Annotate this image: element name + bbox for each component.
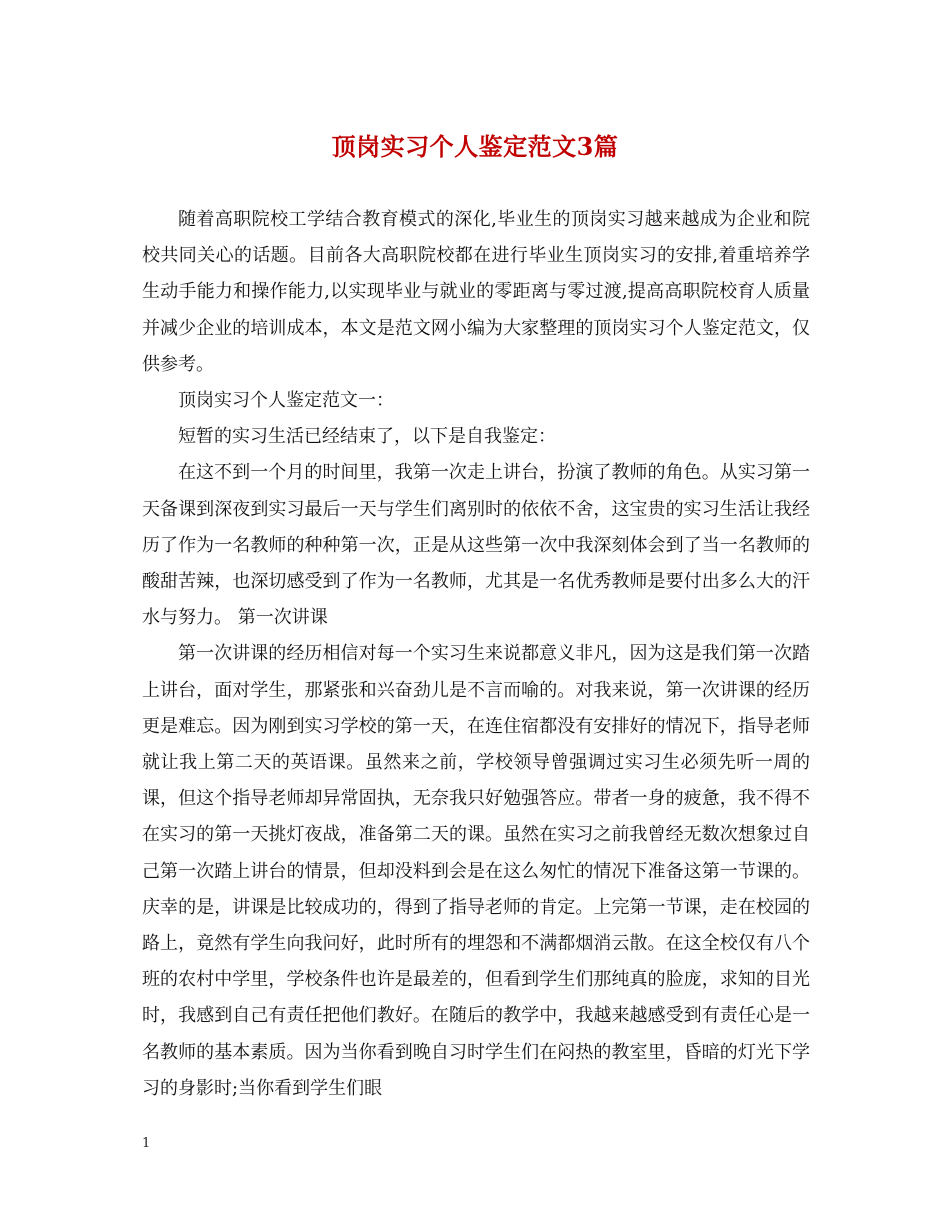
section-heading-1: 顶岗实习个人鉴定范文一：: [178, 390, 394, 412]
self-assessment-intro: 短暂的实习生活已经结束了，以下是自我鉴定：: [178, 426, 556, 448]
first-lesson-paragraph: 第一次讲课的经历相信对每一个实习生来说都意义非凡，因为这是我们第一次踏上讲台，面对学生，那紧张和兴奋劲儿是不言而喻的。对我来说，第一次讲课的经历更是难忘。因为刚到实习学校的第一天，在连住宿都没有安排好的情况下，指导老师就让我上第二天的英语课。虽然来之前，学校领导曾强调过实习生必须先听一周的课，但这个指导老师却异常固执，无奈我只好勉强答应。带者一身的疲惫，我不得不在实习的第一天挑灯夜战，准备第二天的课。虽然在实习之前我曾经无数次想象过自己第一次踏上讲台的情景，但却没料到会是在这么匆忙的情况下准备这第一节课的。庆幸的是，讲课是比较成功的，得到了指导老师的肯定。上完第一节课，走在校园的路上，竟然有学生向我问好，此时所有的埋怨和不满都烟消云散。在这全校仅有八个班的农村中学里，学校条件也许是最差的，但看到学生们那纯真的脸庞，求知的目光时，我感到自己有责任把他们教好。在随后的教学中，我越来越感受到有责任心是一名教师的基本素质。因为当你看到晚自习时学生们在闷热的教室里，昏暗的灯光下学习的身影时;当你看到学生们眼: [142, 643, 810, 1099]
page-number: 1: [142, 1136, 151, 1151]
internship-paragraph: 在这不到一个月的时间里，我第一次走上讲台，扮演了教师的角色。从实习第一天备课到深夜到实习最后一天与学生们离别时的依依不舍，这宝贵的实习生活让我经历了作为一名教师的种种第一次，正是从这些第一次中我深刻体会到了当一名教师的酸甜苦辣，也深切感受到了作为一名教师，尤其是一名优秀教师是要付出多么大的汗水与努力。 第一次讲课: [142, 462, 810, 629]
document-title: 顶岗实习个人鉴定范文3篇: [331, 132, 619, 161]
intro-paragraph: 随着高职院校工学结合教育模式的深化,毕业生的顶岗实习越来越成为企业和院校共同关心的话题。目前各大高职院校都在进行毕业生顶岗实习的安排,着重培养学生动手能力和操作能力,以实现毕业与就业的零距离与零过渡,提高高职院校育人质量并减少企业的培训成本，本文是范文网小编为大家整理的顶岗实习个人鉴定范文，仅供参考。: [142, 209, 810, 375]
document-body: [142, 202, 810, 1107]
